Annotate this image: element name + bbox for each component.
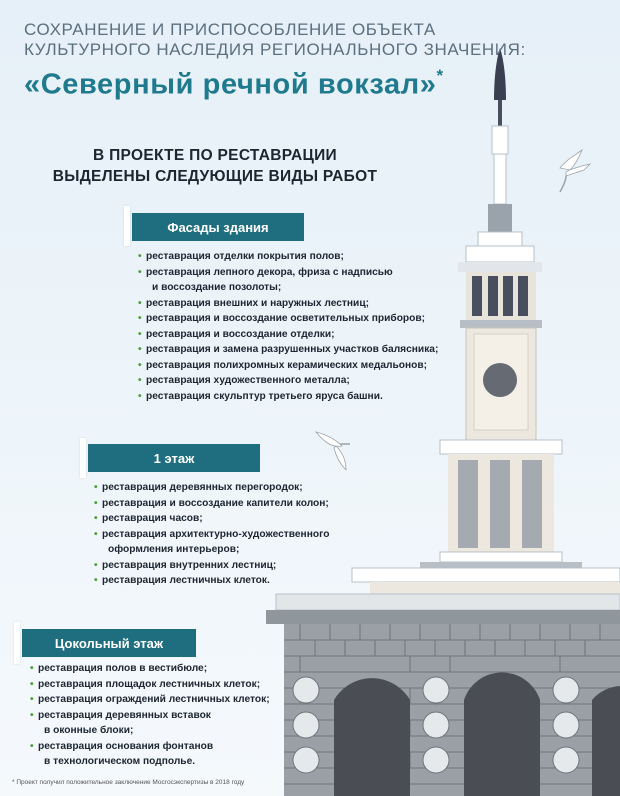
list-item-text: реставрация и воссоздание отделки;	[146, 328, 335, 340]
arch	[464, 672, 540, 796]
section-title-facades: Фасады здания	[132, 213, 304, 241]
list-item-text: реставрация основания фонтанов	[38, 740, 214, 752]
list-item	[138, 389, 438, 405]
list-item	[138, 265, 438, 296]
section-title-basement: Цокольный этаж	[22, 629, 196, 657]
list-item	[138, 311, 438, 327]
section-bracket	[80, 438, 86, 478]
list-item	[30, 677, 270, 693]
clock-face	[483, 363, 517, 397]
list-item	[94, 527, 329, 558]
spire-rod	[498, 100, 502, 128]
list-item	[94, 511, 329, 527]
list-item-text: реставрация деревянных перегородок;	[102, 482, 303, 493]
list-item-text: реставрация внешних и наружных лестниц;	[146, 297, 369, 309]
list-item-text: реставрация полов в вестибюле;	[38, 663, 208, 674]
list-item-text: реставрация лестничных клеток.	[102, 575, 270, 586]
list-item-text: реставрация и замена разрушенных участков балясника;	[146, 344, 439, 355]
stone-wall	[284, 624, 620, 796]
seagull-icon	[560, 150, 590, 192]
list-item-text: реставрация и воссоздание осветительных приборов;	[146, 313, 426, 324]
seagull-icon	[316, 432, 350, 470]
list-item	[138, 342, 438, 358]
object-name: «Северный речной вокзал»	[24, 68, 437, 101]
list-item-text: реставрация и воссоздание капители колон;	[102, 497, 329, 509]
list-item	[94, 558, 329, 574]
section-bracket	[14, 622, 20, 664]
list-item-text: реставрация лепного декора, фриза с надписью	[146, 266, 393, 278]
list-item-text: реставрация площадок лестничных клеток;	[38, 678, 261, 690]
list-item-text: реставрация ограждений лестничных клеток;	[38, 694, 270, 705]
list-item	[94, 480, 329, 496]
arch	[592, 686, 620, 796]
header-line-2: КУЛЬТУРНОГО НАСЛЕДИЯ РЕГИОНАЛЬНОГО ЗНАЧЕНИЯ:	[24, 40, 526, 59]
arch	[334, 678, 410, 796]
list-item-text: реставрация архитектурно-художественного	[102, 528, 330, 540]
list-item	[94, 573, 329, 589]
list-item	[138, 373, 438, 389]
header-line-1: СОХРАНЕНИЕ И ПРИСПОСОБЛЕНИЕ ОБЪЕКТА	[24, 20, 436, 39]
list-item-text: в технологическом подполье.	[44, 756, 196, 767]
list-item-text: оформления интерьеров;	[108, 544, 240, 555]
facades-work-list	[138, 249, 438, 404]
list-item-text: реставрация полихромных керамических медальонов;	[146, 359, 427, 371]
first-floor-work-list	[94, 480, 329, 589]
list-item-text: реставрация скульптур третьего яруса башни.	[146, 390, 383, 402]
list-item-text: реставрация часов;	[102, 513, 203, 524]
list-item-text: реставрация художественного металла;	[146, 375, 350, 386]
list-item	[30, 739, 270, 770]
footnote: * Проект получил положительное заключение Мосгосэкспертизы в 2018 году	[12, 779, 245, 786]
list-item	[30, 692, 270, 708]
list-item-text: реставрация отделки покрытия полов;	[146, 251, 344, 262]
intro-line-1: В ПРОЕКТЕ ПО РЕСТАВРАЦИИ	[93, 147, 337, 164]
footnote-mark: *	[436, 66, 444, 85]
list-item	[30, 708, 270, 739]
intro-line-2: ВЫДЕЛЕНЫ СЛЕДУЮЩИЕ ВИДЫ РАБОТ	[52, 168, 378, 185]
list-item	[138, 358, 438, 374]
section-bracket	[124, 206, 130, 246]
list-item	[30, 661, 270, 677]
list-item-text: реставрация внутренних лестниц;	[102, 559, 277, 571]
list-item	[94, 496, 329, 512]
list-item-text: реставрация деревянных вставок	[38, 709, 211, 721]
list-item	[138, 249, 438, 265]
list-item	[138, 296, 438, 312]
section-title-first-floor: 1 этаж	[88, 444, 260, 472]
basement-work-list	[30, 661, 270, 770]
list-item-text: и воссоздание позолоты;	[152, 282, 282, 293]
object-title	[24, 68, 444, 102]
list-item	[138, 327, 438, 343]
list-item-text: в оконные блоки;	[44, 725, 134, 736]
